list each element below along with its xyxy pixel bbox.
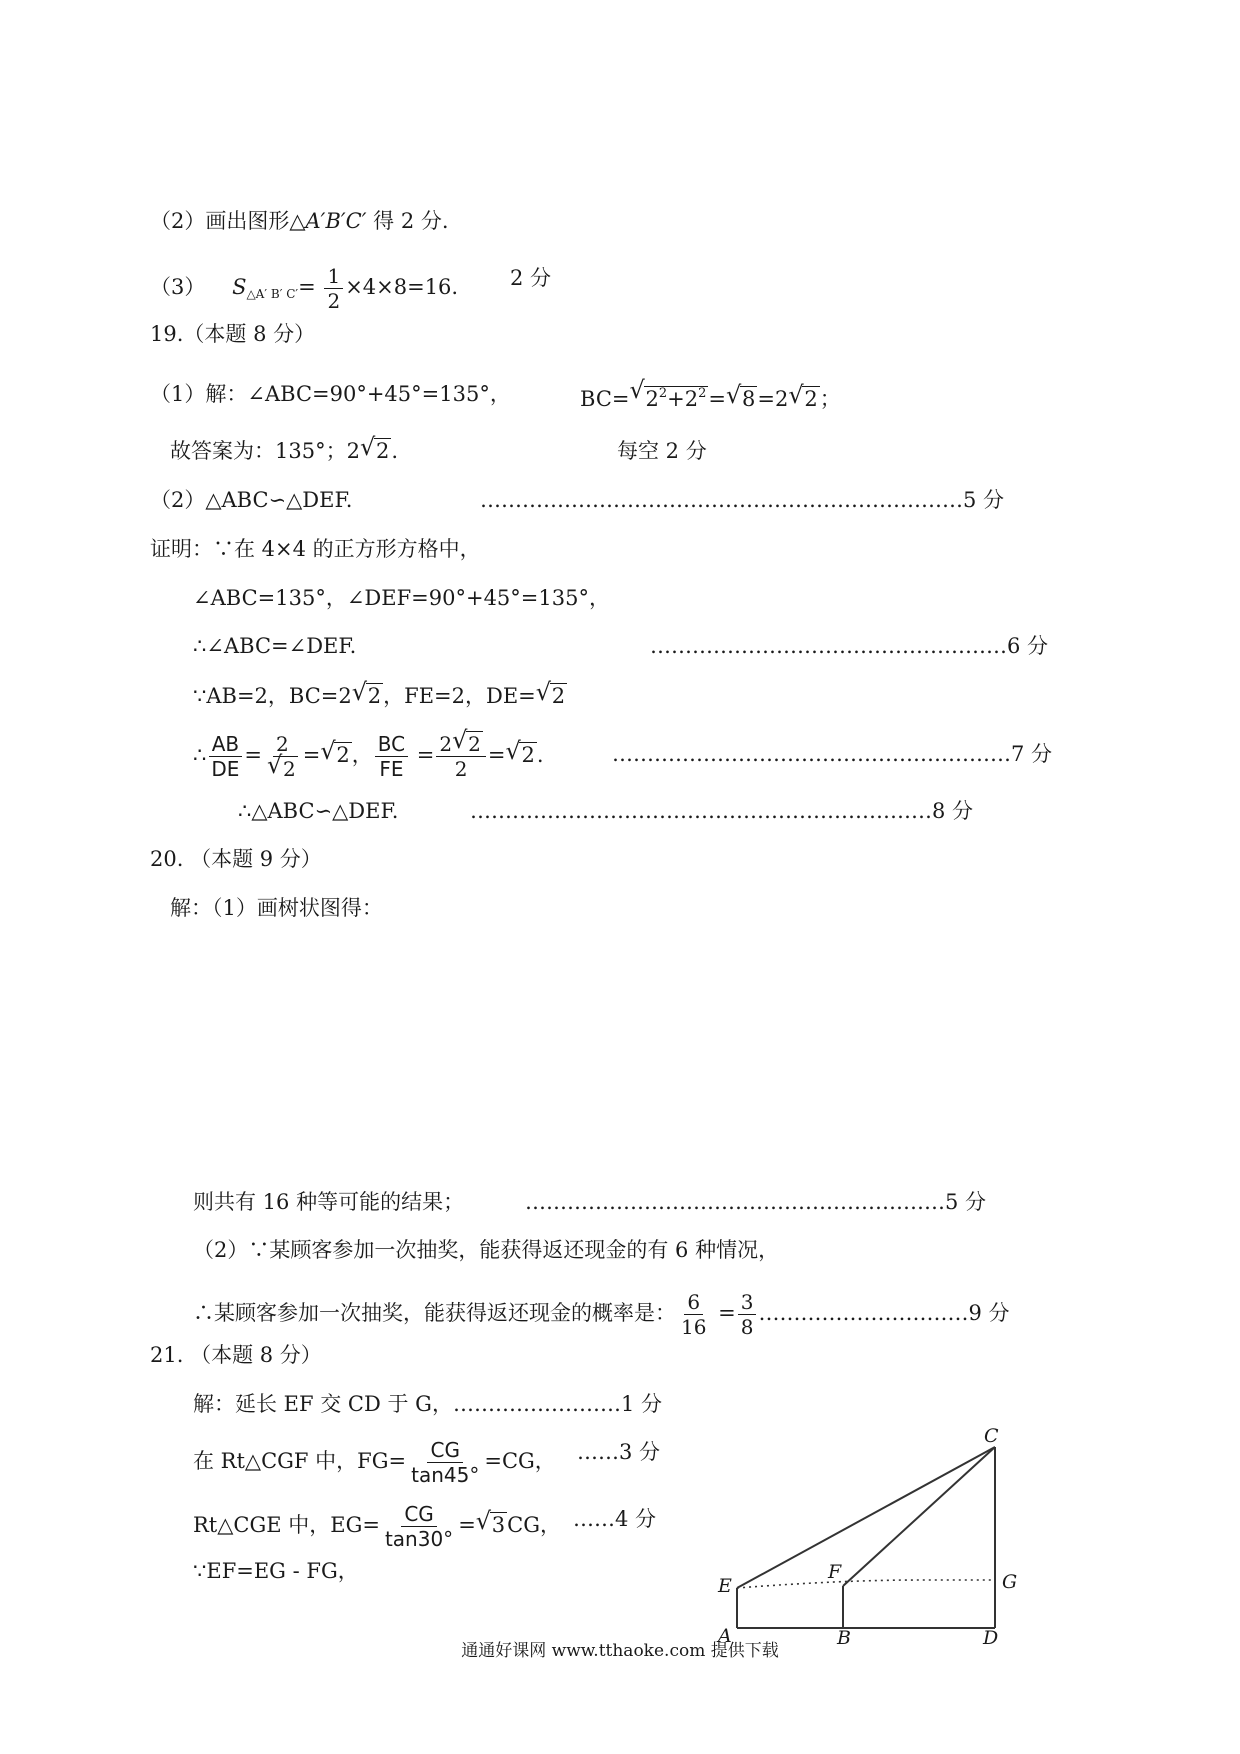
label-a: A bbox=[718, 1625, 732, 1647]
numerator: CG bbox=[427, 1438, 462, 1463]
q21-line-1: 解：延长 EF 交 CD 于 G，……………………1 分 bbox=[193, 1392, 662, 1416]
text: （3） bbox=[150, 275, 206, 299]
fraction-3-8 bbox=[738, 1290, 757, 1339]
fraction-cg-tan30 bbox=[382, 1502, 456, 1551]
text: = bbox=[711, 1301, 736, 1325]
text: 2 bbox=[439, 732, 453, 756]
score-4: ……4 分 bbox=[573, 1507, 657, 1531]
geometry-figure bbox=[700, 1410, 1030, 1650]
text: = bbox=[708, 387, 727, 411]
score-area: 2 分 bbox=[510, 266, 552, 290]
q20-part3 bbox=[193, 1290, 1010, 1339]
segment-ec bbox=[737, 1447, 995, 1588]
text: ×4×8=16. bbox=[345, 275, 459, 299]
proof-line-4 bbox=[193, 678, 567, 710]
text: . bbox=[391, 439, 399, 463]
denominator: FE bbox=[379, 757, 404, 781]
area-symbol: S bbox=[232, 275, 247, 299]
numerator: BC bbox=[375, 732, 408, 757]
sqrt-2: √ 2 bbox=[267, 751, 296, 781]
denominator: 2 bbox=[454, 757, 468, 781]
proof-line-2: ∠ABC=135°，∠DEF=90°+45°=135°， bbox=[193, 586, 610, 610]
text: 3 bbox=[491, 1513, 506, 1537]
label-b: B bbox=[837, 1627, 851, 1649]
numerator: 1 bbox=[324, 264, 343, 289]
text: ∴ bbox=[193, 743, 207, 767]
sqrt-2: √ 2 bbox=[452, 726, 481, 756]
fraction-one-half bbox=[324, 264, 343, 313]
text: = bbox=[487, 743, 506, 767]
fraction-2-sqrt2 bbox=[264, 732, 301, 781]
question-21-title: 21. （本题 8 分） bbox=[150, 1343, 322, 1367]
score-5: ……………………………………………………5 分 bbox=[525, 1190, 987, 1214]
score-9: …………………………9 分 bbox=[758, 1301, 1010, 1325]
text: BC= bbox=[580, 387, 630, 411]
q19-part1: （1）解：∠ABC=90°+45°=135°， bbox=[150, 382, 511, 406]
text: =CG， bbox=[484, 1449, 556, 1473]
text: ； bbox=[819, 387, 841, 411]
text: 2 bbox=[283, 757, 296, 781]
text: 2 bbox=[551, 684, 566, 708]
text: 2 bbox=[367, 684, 382, 708]
proof-line-3: ∴∠ABC=∠DEF. bbox=[193, 634, 357, 658]
q19-part2: （2）△ABC∽△DEF. bbox=[150, 488, 353, 512]
q19-answer bbox=[170, 433, 399, 465]
line-draw-triangle bbox=[150, 207, 449, 235]
text: = bbox=[298, 275, 316, 299]
score-5: ……………………………………………………………5 分 bbox=[480, 488, 1005, 512]
text: 2 bbox=[521, 743, 535, 767]
text: CG， bbox=[507, 1513, 562, 1537]
score-6: ……………………………………………6 分 bbox=[650, 634, 1049, 658]
question-20-title: 20. （本题 9 分） bbox=[150, 847, 322, 871]
denominator: 2 bbox=[327, 289, 341, 313]
numerator: 3 bbox=[738, 1290, 757, 1315]
q21-line-4: ∵EF=EG - FG， bbox=[193, 1559, 359, 1583]
denominator: tan45° bbox=[411, 1463, 480, 1487]
label-d: D bbox=[983, 1627, 999, 1649]
text: =2 bbox=[757, 387, 789, 411]
q20-part1: 解：（1）画树状图得： bbox=[170, 896, 383, 920]
text: = bbox=[244, 743, 263, 767]
text: 2 bbox=[336, 743, 350, 767]
label-e: E bbox=[718, 1575, 732, 1597]
score-8: …………………………………………………………8 分 bbox=[470, 799, 974, 823]
dotted-eg bbox=[737, 1580, 995, 1588]
label-g: G bbox=[1002, 1571, 1018, 1593]
text: 2 bbox=[804, 387, 818, 411]
text: 8 bbox=[742, 387, 756, 411]
text: = bbox=[458, 1513, 476, 1537]
fraction-6-16 bbox=[678, 1290, 709, 1339]
text: （2）画出图形△ bbox=[150, 209, 306, 233]
sqrt-2: √ 2 bbox=[351, 678, 382, 708]
line-area bbox=[150, 264, 458, 313]
text: 2 bbox=[375, 439, 390, 463]
math-triangle-name: A′B′C′ bbox=[305, 209, 367, 233]
text: 2 bbox=[468, 732, 481, 756]
text: ，FE=2，DE= bbox=[383, 684, 536, 708]
q20-part2: （2）∵某顾客参加一次抽奖，能获得返还现金的有 6 种情况， bbox=[193, 1238, 780, 1262]
sqrt-2: √ 2 bbox=[359, 433, 390, 463]
fraction-ab-de bbox=[208, 732, 242, 781]
text: = bbox=[410, 743, 435, 767]
text: 2 bbox=[698, 386, 707, 401]
sqrt-3: √ 3 bbox=[475, 1507, 506, 1537]
text: ∴某顾客参加一次抽奖，能获得返还现金的概率是： bbox=[193, 1301, 676, 1325]
denominator: 16 bbox=[681, 1315, 707, 1339]
text: 2 bbox=[658, 386, 668, 401]
text: 故答案为：135°；2 bbox=[170, 439, 360, 463]
proof-line-5 bbox=[193, 726, 544, 781]
sqrt-2: √ 2 bbox=[788, 381, 818, 411]
q19-bc-expression bbox=[580, 376, 841, 413]
text: 在 Rt△CGF 中，FG= bbox=[193, 1449, 407, 1473]
q21-line-2 bbox=[193, 1438, 556, 1487]
question-19-title: 19.（本题 8 分） bbox=[150, 322, 316, 346]
sqrt-2: √ 2 bbox=[505, 737, 535, 767]
text: Rt△CGE 中，EG= bbox=[193, 1513, 380, 1537]
score-per-blank: 每空 2 分 bbox=[617, 439, 707, 463]
proof-line-6: ∴△ABC∽△DEF. bbox=[238, 799, 399, 823]
fraction-2sqrt2-2 bbox=[436, 726, 485, 781]
score-3: ……3 分 bbox=[577, 1440, 661, 1464]
score-7: …………………………………………………7 分 bbox=[612, 742, 1053, 766]
text: +2 bbox=[667, 387, 699, 411]
numerator: 6 bbox=[684, 1290, 703, 1315]
text: 得 2 分. bbox=[366, 209, 449, 233]
sqrt-2sq-plus-2sq: √ $2^2+2^2$ bbox=[629, 376, 707, 411]
text: . bbox=[536, 743, 544, 767]
area-subscript: △A′ B′ C′ bbox=[246, 287, 299, 301]
label-c: C bbox=[984, 1425, 999, 1447]
page-footer: 通通好课网 www.tthaoke.com 提供下载 bbox=[461, 1641, 779, 1661]
numerator: CG bbox=[401, 1502, 436, 1527]
text: ， bbox=[351, 743, 373, 767]
denominator: 8 bbox=[740, 1315, 754, 1339]
numerator: 2 bbox=[273, 732, 292, 757]
text: 2 bbox=[645, 387, 659, 411]
numerator: AB bbox=[209, 732, 242, 757]
q20-result: 则共有 16 种等可能的结果； bbox=[193, 1190, 465, 1214]
label-f: F bbox=[828, 1561, 842, 1583]
denominator: tan30° bbox=[384, 1527, 454, 1551]
sqrt-2: √ 2 bbox=[535, 678, 566, 708]
fraction-cg-tan45 bbox=[408, 1438, 482, 1487]
sqrt-2: √ 2 bbox=[320, 737, 350, 767]
fraction-bc-fe bbox=[375, 732, 408, 781]
q21-line-3 bbox=[193, 1502, 561, 1551]
proof-line-1: 证明：∵在 4×4 的正方形方格中， bbox=[150, 537, 481, 561]
sqrt-8: √ 8 bbox=[726, 381, 756, 411]
denominator: DE bbox=[211, 757, 240, 781]
text: ∵AB=2，BC=2 bbox=[193, 684, 352, 708]
text: = bbox=[302, 743, 321, 767]
